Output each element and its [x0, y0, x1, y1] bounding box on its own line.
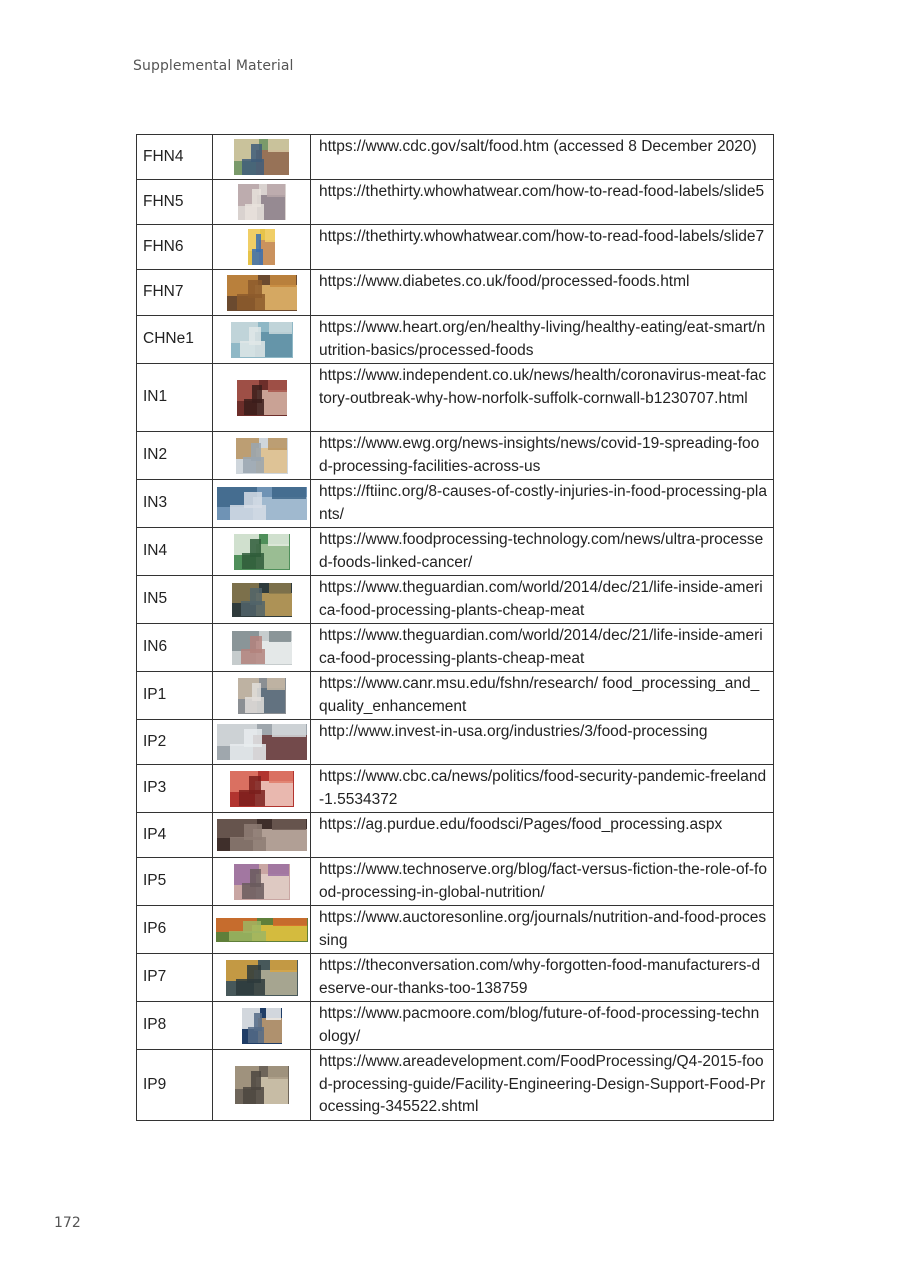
worker-green-apron-photo	[234, 534, 290, 570]
table-row	[137, 225, 774, 270]
thumbnail-cell	[213, 1050, 311, 1121]
table-row	[137, 906, 774, 954]
row-code: IN4	[137, 528, 213, 576]
raw-meat-processing-photo	[230, 771, 294, 807]
source-url[interactable]: https://www.auctoresonline.org/journals/nutrition-and-food-processing	[311, 906, 774, 954]
meat-cutting-photo	[237, 380, 287, 416]
baked-goods-production-line-photo	[236, 438, 288, 474]
source-url[interactable]: https://www.areadevelopment.com/FoodProcessing/Q4-2015-food-processing-guide/Facility-Engineering-Design-Support-Food-Processing-345522.shtml	[311, 1050, 774, 1121]
workers-in-processing-hall-photo	[217, 819, 307, 851]
factory-worker-white-coat-photo	[217, 724, 307, 760]
table-row	[137, 813, 774, 858]
table-row	[137, 135, 774, 180]
table-row	[137, 624, 774, 672]
row-code: IP4	[137, 813, 213, 858]
woman-portrait-yellow-background-photo	[248, 229, 275, 265]
source-url[interactable]: https://theconversation.com/why-forgotten-food-manufacturers-deserve-our-thanks-too-138759	[311, 954, 774, 1002]
source-url[interactable]: https://www.independent.co.uk/news/health/coronavirus-meat-factory-outbreak-why-how-norfolk-suffolk-cornwall-b1230707.html	[311, 364, 774, 432]
source-url[interactable]: https://www.cbc.ca/news/politics/food-security-pandemic-freeland-1.5534372	[311, 765, 774, 813]
source-url[interactable]: https://ftiinc.org/8-causes-of-costly-injuries-in-food-processing-plants/	[311, 480, 774, 528]
thumbnail-cell	[213, 906, 311, 954]
image-source-table	[136, 134, 774, 1121]
thumbnail-cell	[213, 624, 311, 672]
row-code: FHN6	[137, 225, 213, 270]
thumbnail-cell	[213, 858, 311, 906]
row-code: FHN4	[137, 135, 213, 180]
page-number: 172	[54, 1215, 81, 1231]
thumbnail-cell	[213, 316, 311, 364]
source-url[interactable]: https://www.diabetes.co.uk/food/processed-foods.html	[311, 270, 774, 316]
meat-plant-hanging-carcasses-photo	[232, 583, 292, 617]
table-row	[137, 672, 774, 720]
nutrition-and-food-processing-banner	[216, 918, 308, 942]
table-row	[137, 1050, 774, 1121]
lab-researchers-photo	[238, 678, 286, 714]
source-url[interactable]: https://www.theguardian.com/world/2014/dec/21/life-inside-america-food-processing-plants-cheap-meat	[311, 624, 774, 672]
row-code: FHN5	[137, 180, 213, 225]
table-row	[137, 180, 774, 225]
thumbnail-cell	[213, 270, 311, 316]
page-header: Supplemental Material	[133, 58, 294, 74]
row-code: IP7	[137, 954, 213, 1002]
source-url[interactable]: https://www.canr.msu.edu/fshn/research/ food_processing_and_quality_enhancement	[311, 672, 774, 720]
row-code: IN2	[137, 432, 213, 480]
source-url[interactable]: https://thethirty.whowhatwear.com/how-to-read-food-labels/slide5	[311, 180, 774, 225]
table-row	[137, 480, 774, 528]
source-url[interactable]: https://www.theguardian.com/world/2014/dec/21/life-inside-america-food-processing-plants-cheap-meat	[311, 576, 774, 624]
row-code: IN5	[137, 576, 213, 624]
row-code: IN6	[137, 624, 213, 672]
row-code: IP2	[137, 720, 213, 765]
thumbnail-cell	[213, 180, 311, 225]
thumbnail-cell	[213, 528, 311, 576]
engineers-at-conveyor-photo	[242, 1008, 282, 1044]
row-code: IP3	[137, 765, 213, 813]
source-url[interactable]: https://www.heart.org/en/healthy-living/healthy-eating/eat-smart/nutrition-basics/processed-foods	[311, 316, 774, 364]
row-code: IP5	[137, 858, 213, 906]
thumbnail-cell	[213, 720, 311, 765]
source-url[interactable]: https://thethirty.whowhatwear.com/how-to-read-food-labels/slide7	[311, 225, 774, 270]
source-url[interactable]: https://www.cdc.gov/salt/food.htm (accessed 8 December 2020)	[311, 135, 774, 180]
thumbnail-cell	[213, 364, 311, 432]
thumbnail-cell	[213, 765, 311, 813]
table-row	[137, 576, 774, 624]
thumbnail-cell	[213, 135, 311, 180]
thumbnail-cell	[213, 1002, 311, 1050]
row-code: IP8	[137, 1002, 213, 1050]
thumbnail-cell	[213, 672, 311, 720]
table-row	[137, 720, 774, 765]
factory-workers-blue-uniforms-photo	[217, 487, 307, 520]
row-code: IP9	[137, 1050, 213, 1121]
row-code: IP1	[137, 672, 213, 720]
thumbnail-cell	[213, 954, 311, 1002]
source-url[interactable]: https://www.foodprocessing-technology.com/news/ultra-processed-foods-linked-cancer/	[311, 528, 774, 576]
thumbnail-cell	[213, 480, 311, 528]
table-row	[137, 316, 774, 364]
table-row	[137, 858, 774, 906]
source-url[interactable]: http://www.invest-in-usa.org/industries/3/food-processing	[311, 720, 774, 765]
table-row	[137, 954, 774, 1002]
thumbnail-cell	[213, 432, 311, 480]
table-row	[137, 364, 774, 432]
woman-reading-food-label-photo	[238, 184, 286, 220]
source-url[interactable]: https://www.technoserve.org/blog/fact-versus-fiction-the-role-of-food-processing-in-global-nutrition/	[311, 858, 774, 906]
processed-foods-collage-photo	[227, 275, 297, 311]
row-code: IN3	[137, 480, 213, 528]
source-url[interactable]: https://www.ewg.org/news-insights/news/covid-19-spreading-food-processing-facilities-across-us	[311, 432, 774, 480]
row-code: IP6	[137, 906, 213, 954]
meat-plant-workers-photo	[232, 631, 292, 665]
table-row	[137, 528, 774, 576]
row-code: CHNe1	[137, 316, 213, 364]
industrial-facility-interior-photo	[235, 1066, 289, 1104]
source-url[interactable]: https://www.pacmoore.com/blog/future-of-food-processing-technology/	[311, 1002, 774, 1050]
shopper-in-supermarket-photo	[234, 139, 289, 175]
row-code: IN1	[137, 364, 213, 432]
thumbnail-cell	[213, 576, 311, 624]
women-sorting-produce-photo	[234, 864, 290, 900]
grocery-aisle-shopper-photo	[231, 322, 293, 358]
table-row	[137, 765, 774, 813]
table-row	[137, 432, 774, 480]
thumbnail-cell	[213, 813, 311, 858]
thumbnail-cell	[213, 225, 311, 270]
table-row	[137, 1002, 774, 1050]
table-row	[137, 270, 774, 316]
bottling-line-workers-photo	[226, 960, 298, 996]
row-code: FHN7	[137, 270, 213, 316]
source-url[interactable]: https://ag.purdue.edu/foodsci/Pages/food_processing.aspx	[311, 813, 774, 858]
